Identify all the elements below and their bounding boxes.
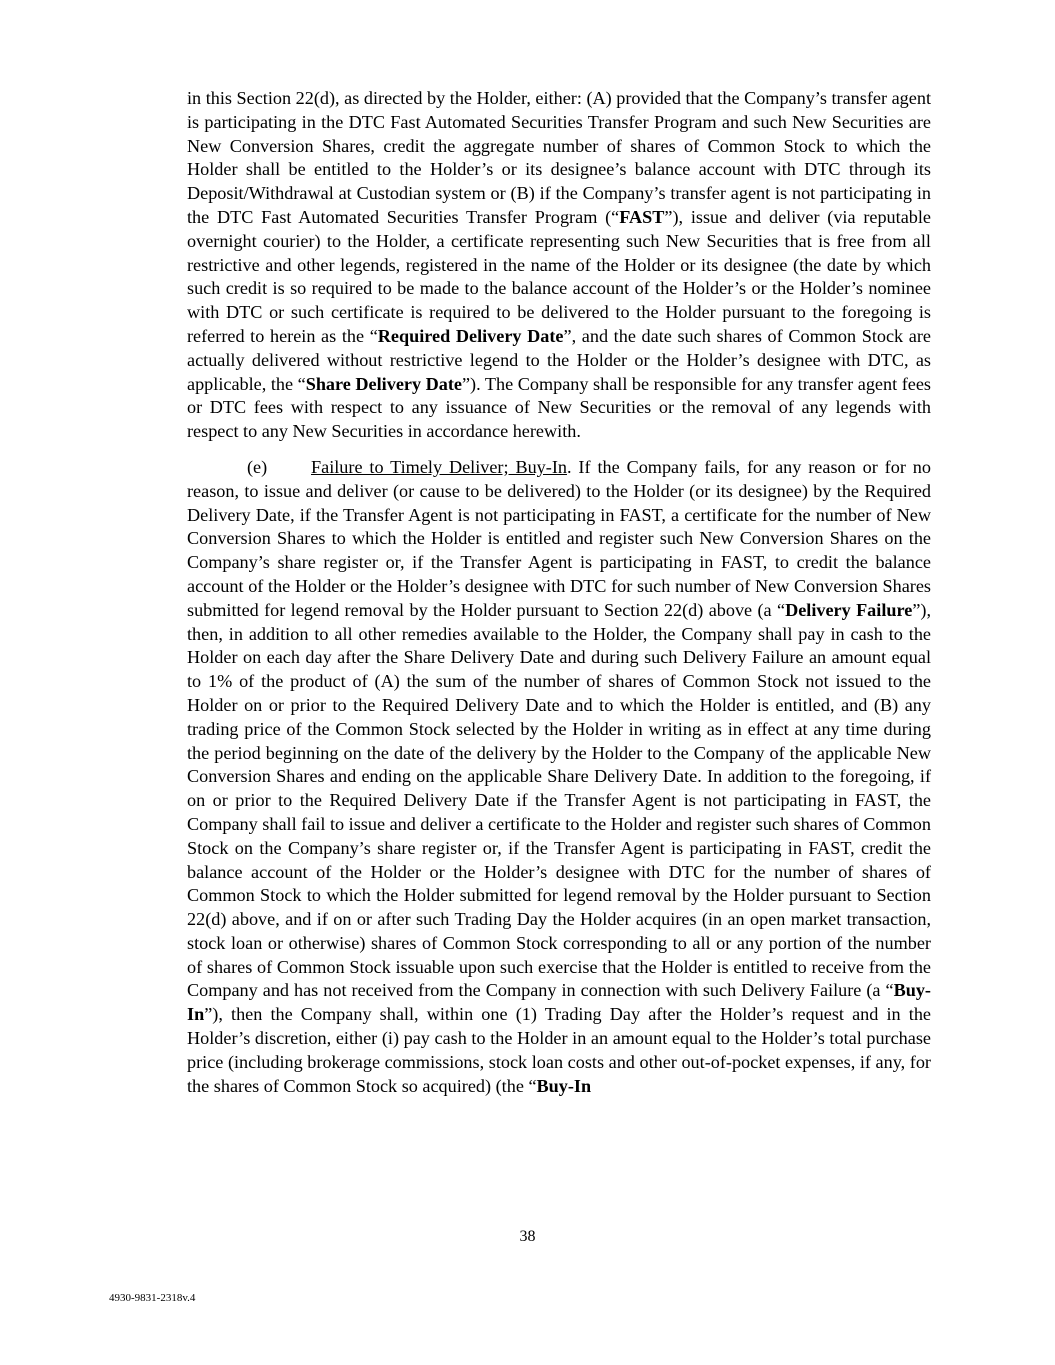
defined-term-buy-in: Buy-In	[187, 980, 931, 1025]
paragraph-text: in this Section 22(d), as directed by the Holder, either: (A) provided that the Company’s transfer agent is participating in the DTC Fast Automated Securities Transfer Program and such New Securities are New Conversion Shares, credit the aggregate number of shares of Common Stock to which the Holder shall be entitled to the Holder’s or its designee’s balance account with DTC through its Deposit/Withdrawal at Custodian system or (B) if the Company’s transfer agent is not participating in the DTC Fast Automated Securities Transfer Program (“	[187, 88, 931, 227]
paragraph-heading: Failure to Timely Deliver; Buy-In	[311, 456, 567, 477]
paragraph-22d-continuation	[187, 87, 931, 444]
paragraph-text: . If the Company fails, for any reason or for no reason, to issue and deliver (or cause to be delivered) to the Holder (or its designee) by the Required Delivery Date, if the Transfer Agent is not participating in FAST, a certificate for the number of New Conversion Shares to which the Holder is entitled and register such New Conversion Shares on the Company’s share register or, if the Transfer Agent is participating in FAST, to credit the balance account of the Holder or the Holder’s designee with DTC for such number of New Conversion Shares submitted for legend removal by the Holder pursuant to Section 22(d) above (a “	[187, 456, 931, 620]
paragraph-text: ”). The Company shall be responsible for any transfer agent fees or DTC fees with respect to any issuance of New Securities or the removal of any legends with respect to any New Securities in accordance herewith.	[187, 373, 931, 442]
paragraph-number: (e)	[247, 456, 268, 477]
paragraph-text: ”), then the Company shall, within one (1) Trading Day after the Holder’s request and in the Holder’s discretion, either (i) pay cash to the Holder in an amount equal to the Holder’s total purchase price (including brokerage commissions, stock loan costs and other out-of-pocket expenses, if any, for the shares of Common Stock so acquired) (the “	[187, 1004, 931, 1096]
defined-term-required-delivery-date: Required Delivery Date	[377, 325, 564, 346]
paragraph-22e	[187, 456, 931, 1099]
defined-term-delivery-failure: Delivery Failure	[785, 599, 913, 620]
paragraph-text: ”), issue and deliver (via reputable overnight courier) to the Holder, a certificate representing such New Securities that is free from all restrictive and other legends, registered in the name of the Holder or its designee (the date by which such credit is so required to be made to the balance account of the Holder’s or the Holder’s nominee with DTC or such certificate is required to be delivered to the Holder pursuant to the foregoing is referred to herein as the “	[187, 206, 931, 346]
defined-term-share-delivery-date: Share Delivery Date	[305, 373, 462, 394]
document-body	[187, 87, 931, 1098]
defined-term-buy-in-price: Buy-In	[536, 1075, 592, 1096]
document-id: 4930-9831-2318v.4	[109, 1292, 196, 1304]
paragraph-text: ”), then, in addition to all other remedies available to the Holder, the Company shall pay in cash to the Holder on each day after the Share Delivery Date and during such Delivery Failure an amount equal to 1% of the product of (A) the sum of the number of shares of Common Stock not issued to the Holder on or prior to the Required Delivery Date and to which the Holder is entitled, and (B) any trading price of the Common Stock selected by the Holder in writing as in effect at any time during the period beginning on the date of the delivery by the Holder to the Company of the applicable New Conversion Shares and ending on the applicable Share Delivery Date. In addition to the foregoing, if on or prior to the Required Delivery Date if the Transfer Agent is not participating in FAST, the Company shall fail to issue and deliver a certificate to the Holder and register such shares of Common Stock on the Company’s share register or, if the Transfer Agent is participating in FAST, credit the balance account of the Holder or the Holder’s designee with DTC for the number of shares of Common Stock to which the Holder submitted for legend removal by the Holder pursuant to Section 22(d) above, and if on or after such Trading Day the Holder acquires (in an open market transaction, stock loan or otherwise) shares of Common Stock corresponding to all or any portion of the number of shares of Common Stock issuable upon such exercise that the Holder is entitled to receive from the Company and has not received from the Company in connection with such Delivery Failure (a “	[187, 599, 932, 1001]
defined-term-fast: FAST	[619, 206, 665, 227]
paragraph-text: ”, and the date such shares of Common Stock are actually delivered without restrictive legend to the Holder or the Holder’s designee with DTC, as applicable, the “	[187, 325, 931, 394]
page-number: 38	[519, 1228, 536, 1245]
